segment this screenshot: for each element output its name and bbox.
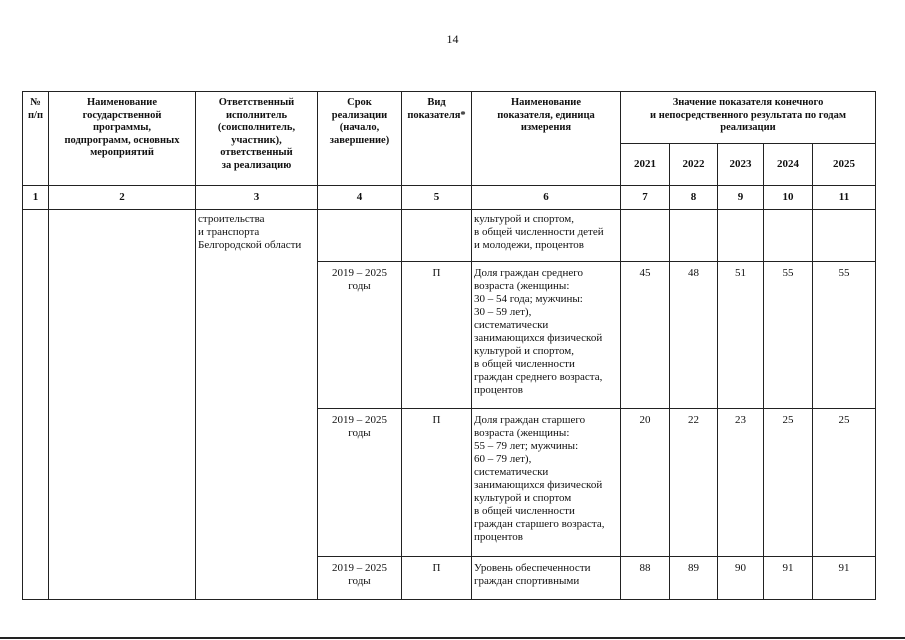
column-number: 7 [621,186,670,210]
header-indicator-kind: Вид показателя* [402,92,472,186]
cell-value-2023: 90 [718,557,764,600]
column-number: 6 [472,186,621,210]
header-values-group: Значение показателя конечного и непосредственного результата по годам реализации [621,92,876,144]
cell-indicator: Доля граждан старшего возраста (женщины: 55 – 79 лет; мужчины: 60 – 79 лет), систематически занимающихся физической культурой и спортом в общей численности граждан старшего возраста, процентов [472,409,621,557]
cell-executor: строительства и транспорта Белгородской области [196,210,318,600]
header-year: 2021 [621,144,670,186]
cell-value-2021: 88 [621,557,670,600]
page-number: 14 [446,32,459,46]
column-number: 5 [402,186,472,210]
cell-term: 2019 – 2025 годы [318,409,402,557]
header-row [23,92,876,144]
header-program-name: Наименование государственной программы, подпрограмм, основных мероприятий [49,92,196,186]
program-indicators-table [22,91,876,600]
cell-value-2021: 45 [621,262,670,409]
header-executor: Ответственный исполнитель (соисполнитель, участник), ответственный за реализацию [196,92,318,186]
column-number: 3 [196,186,318,210]
header-term: Срок реализации (начало, завершение) [318,92,402,186]
header-year: 2024 [764,144,813,186]
column-number: 2 [49,186,196,210]
column-numbers-row [23,186,876,210]
cell-value-2025: 91 [813,557,876,600]
header-year: 2022 [670,144,718,186]
cell-kind: П [402,262,472,409]
cell-kind: П [402,409,472,557]
cell-value-2023: 51 [718,262,764,409]
header-num: № п/п [23,92,49,186]
header-year: 2025 [813,144,876,186]
column-number: 1 [23,186,49,210]
cell-value-2021: 20 [621,409,670,557]
cell-value-2024: 25 [764,409,813,557]
column-number: 10 [764,186,813,210]
header-year: 2023 [718,144,764,186]
header-indicator-name: Наименование показателя, единица измерения [472,92,621,186]
cell-indicator: Уровень обеспеченности граждан спортивными [472,557,621,600]
cell-num [23,210,49,600]
cell-program-name [49,210,196,600]
cell-value-2022 [670,210,718,262]
cell-value-2023 [718,210,764,262]
cell-value-2021 [621,210,670,262]
cell-kind [402,210,472,262]
cell-value-2024 [764,210,813,262]
cell-value-2024: 55 [764,262,813,409]
cell-term [318,210,402,262]
cell-indicator: Доля граждан среднего возраста (женщины: 30 – 54 года; мужчины: 30 – 59 лет), систематически занимающихся физической культурой и спортом, в общей численности граждан среднего возраста, процентов [472,262,621,409]
cell-indicator: культурой и спортом, в общей численности детей и молодежи, процентов [472,210,621,262]
cell-value-2024: 91 [764,557,813,600]
cell-value-2025: 25 [813,409,876,557]
cell-term: 2019 – 2025 годы [318,557,402,600]
cell-value-2022: 89 [670,557,718,600]
column-number: 11 [813,186,876,210]
page-bottom-rule [0,637,905,639]
table-row [23,210,876,262]
cell-value-2022: 48 [670,262,718,409]
cell-value-2025 [813,210,876,262]
cell-value-2022: 22 [670,409,718,557]
cell-value-2023: 23 [718,409,764,557]
cell-value-2025: 55 [813,262,876,409]
cell-term: 2019 – 2025 годы [318,262,402,409]
column-number: 4 [318,186,402,210]
column-number: 9 [718,186,764,210]
column-number: 8 [670,186,718,210]
cell-kind: П [402,557,472,600]
